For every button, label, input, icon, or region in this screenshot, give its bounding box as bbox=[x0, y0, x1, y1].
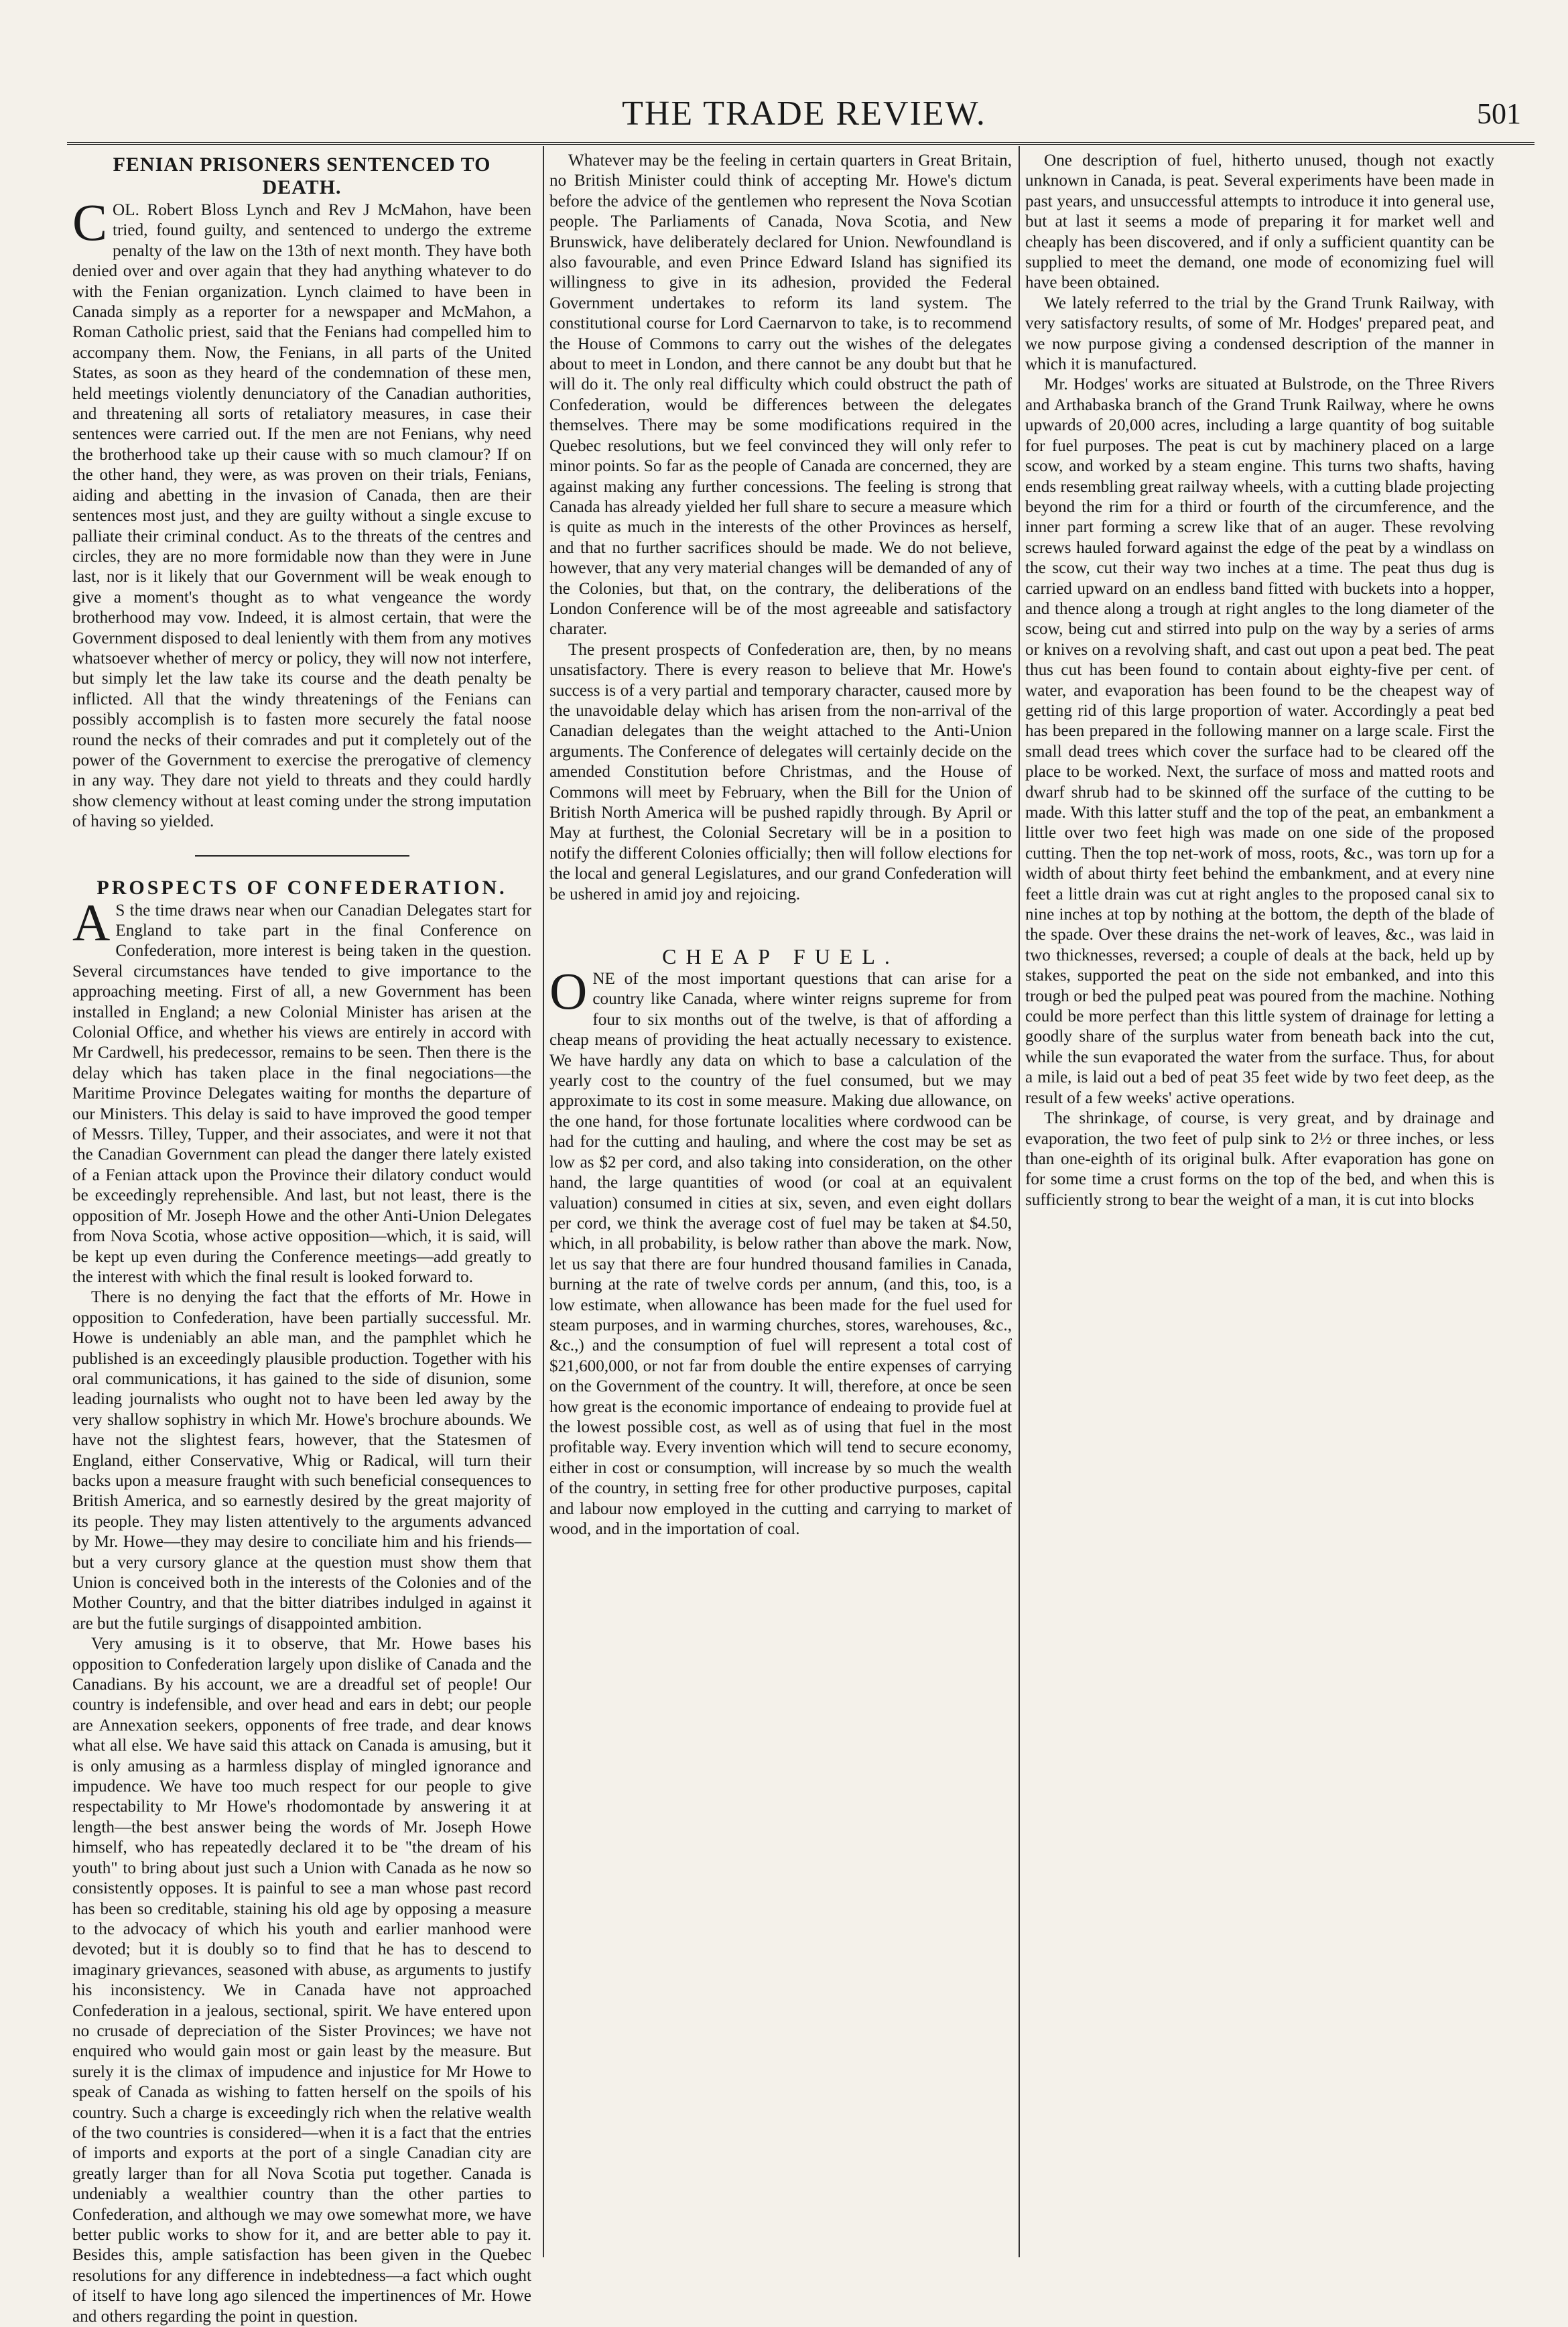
fenian-paragraph: COL. Robert Bloss Lynch and Rev J McMahon, have been tried, found guilty, and sentenced to undergo the extreme penalty of the law on the 13th of next month. They have both denied over and over again that they had anything whatever to do with the Fenian organization. Lynch claimed to have been in Canada simply as a reporter for a newspaper and McMahon, a Roman Catholic priest, said that the Fenians had compelled him to accompany them. Now, the Fenians, in all parts of the United States, as soon as they heard of the condemnation of these men, held meetings violently denunciatory of the Canadian authorities, and threatening all sorts of retaliatory measures, in case their sentences were carried out. If the men are not Fenians, why need the brotherhood take up their cause with so much clamour? If on the other hand, they were, as was proven on their trials, Fenians, aiding and abetting in the invasion of Canada, then are their sentences most just, and they are guilty without a single excuse to palliate their criminal conduct. As to the threats of the centres and circles, they are no more formidable now than they were in June last, nor is it likely that our Government will be weak enough to give a moment's thought as to what vengeance the wordy brotherhood may vow. Indeed, it is almost certain, that were the Government disposed to deal leniently with them from any motives whatsoever whether of mercy or policy, they will now not interfere, but simply let the law take its course and the death penalty be inflicted. All that the windy threatenings of the Fenians can possibly accomplish is to fasten more securely the fatal noose round the necks of their comrades and put it completely out of the power of the Government to exercise the prerogative of clemency in any way. They dare not yield to threats and they could hardly show clemency without at least coming under the strong imputation of having so yielded. bbox=[72, 193, 531, 831]
column-3 bbox=[1025, 151, 1494, 2255]
headline-confederation: PROSPECTS OF CONFEDERATION. bbox=[96, 876, 507, 899]
fuel-paragraph: The shrinkage, of course, is very great, and by drainage and evaporation, the two feet of pulp sink to 2½ or three inches, or less than one-eighth of its original bulk. After evaporation has gone on for some time a crust forms on the top of the bed, and when this is sufficiently strong to bear the weight of a man, it is cut into blocks bbox=[1025, 1109, 1494, 1209]
fuel-paragraph: We lately referred to the trial by the Grand Trunk Railway, with very satisfactory results, of some of Mr. Hodges' prepared peat, and we now purpose giving a condensed description of the manner in which it is manufactured. bbox=[1025, 294, 1494, 374]
headline-fenian: FENIAN PRISONERS SENTENCED TO DEATH. bbox=[113, 153, 491, 198]
fuel-paragraph: Mr. Hodges' works are situated at Bulstrode, on the Three Rivers and Arthabaska branch of the Grand Trunk Railway, where he owns upwards of 20,000 acres, including a large quantity of bog suitable for fuel purposes. The peat is cut by machinery placed on a large scow, and worked by a steam engine. This turns two shafts, having ends resembling great railway wheels, with a cutting blade projecting beyond the rim for a third or fourth of the circumference, and the inner part forming a screw like that of an auger. These revolving screws hauled forward against the edge of the peat by a windlass on the scow, cut their way two inches at a time. The peat thus dug is carried upward on an endless band fitted with buckets into a hopper, and thence along a trough at right angles to the long diameter of the scow, being cut and stirred into pulp on the way by a series of arms or knives on a revolving shaft, and cast out upon a peat bed. The peat thus cut has been found to contain about eighty-five per cent. of water, and evaporation has been found to be the cheapest way of getting rid of this large proportion of water. Accordingly a peat bed has been prepared in the following manner on a large scale. First the small dead trees which cover the surface had to be cleared off the place to be worked. Next, the surface of moss and matted roots and dwarf shrub had to be skinned off the surface of the cutting to be made. With this latter stuff and the top of the peat, an embankment a little over two feet high was made on one side of the proposed cutting. Then the top net-work of moss, roots, &c., was torn up for a width of about thirty feet behind the embankment, and at every nine feet a little drain was cut at right angles to the proposed canal six to nine inches at top by nothing at the bottom, the depth of the blade of the spade. Over these drains the net-work of leaves, &c., was laid in two thicknesses, reversed; a couple of deals at the back, held up by stakes, supported the peat on the side not embanked, and into this trough or bed the pulped peat was poured from the machine. Nothing could be more perfect than this little system of drainage for letting a goodly share of the surplus water from beneath back into the cut, while the sun evaporated the water from the surface. Thus, for about a mile, is laid out a bed of peat 35 feet wide by two feet deep, as the result of a few weeks' active operations. bbox=[1025, 375, 1494, 1107]
page-number: 501 bbox=[1477, 97, 1521, 130]
confederation-paragraph: Very amusing is it to observe, that Mr. Howe bases his opposition to Confederation largely upon dislike of Canada and the Canadians. By his account, we are a dreadful set of people! Our country is indefensible, and over head and ears in debt; our people are Annexation seekers, opponents of free trade, and dear knows what all else. We have said this attack on Canada is amusing, but it is only amusing as a harmless display of mingled ignorance and impudence. We have too much respect for our people to give respectability to Mr Howe's rhodomontade by answering it at length—the best answer being the words of Mr. Joseph Howe himself, who has repeatedly declared it to be "the dream of his youth" to bring about just such a Union with Canada as he now so consistently opposes. It is painful to see a man whose past record has been so creditable, staining his old age by opposing a measure to the advocacy of which his youth and earlier manhood were devoted; but it is doubly so to find that he has to descend to imaginary grievances, seasoned with abuse, as arguments to justify his inconsistency. We in Canada have not approached Confederation in a jealous, sectional, spirit. We have entered upon no crusade of depreciation of the Sister Provinces; we have not enquired who would gain most or gain least by the measure. But surely it is the climax of impudence and injustice for Mr Howe to speak of Canada as wishing to fatten herself on the spoils of his country. Such a charge is exceedingly rich when the relative wealth of the two countries is considered—when it is a fact that the entries of imports and exports at the port of a single Canadian city are greatly larger than for all Nova Scotia put together. Canada is undeniably a wealthier country than the other parties to Confederation, and although we may owe somewhat more, we have better public works to show for it, and are better able to pay it. Besides this, ample satisfaction has been given in the Quebec resolutions for any difference in indebtedness—a fact which ought of itself to have long ago silenced the impertinences of Mr. Howe and others regarding the point in question. bbox=[72, 1635, 531, 2326]
fuel-paragraph: ONE of the most important questions that can arise for a country like Canada, where winter reigns supreme for from four to six months out of the twelve, is that of affording a cheap means of providing the heat actually necessary to existence. We have hardly any data on which to base a calculation of the yearly cost to the country of the fuel consumed, but we may approximate to its cost in some measure. Making due allowance, on the one hand, for those fortunate localities where cordwood can be had for the cutting and hauling, and where the cost may be set as low as $2 per cord, and also taking into consideration, on the other hand, the large quantities of wood (or coal at an equivalent valuation) consumed in cities at six, seven, and even eight dollars per cord, we think the average cost of fuel may be taken at $4.50, which, in all probability, is below rather than above the mark. Now, let us say that there are four hundred thousand families in Canada, burning at the rate of twelve cords per annum, (and this, too, is a low estimate, when allowance has been made for the fuel used for steam purposes, and in warming churches, stores, warehouses, &c., &c.,) and the consumption of fuel will represent a total cost of $21,600,000, or not far from double the entire expenses of carrying on the Government of the country. It will, therefore, at once be seen how great is the economic importance of endeaing to provide fuel at the lowest possible cost, as well as of using that fuel in the most profitable way. Every invention which will tend to secure economy, either in cost or consumption, will increase by so much the wealth of the country, in setting free for other productive purposes, capital and labour now employed in the cutting and carrying to market of wood, and in the importation of coal. bbox=[549, 962, 1012, 1538]
header-rule bbox=[67, 142, 1534, 145]
confederation-paragraph: The present prospects of Confederation are, then, by no means unsatisfactory. There is every reason to believe that Mr. Howe's success is of a very partial and temporary character, caused more by the unavoidable delay which has arisen from the non-arrival of the Canadian delegates than the weight attached to the Anti-Union arguments. The Conference of delegates will certainly decide on the amended Constitution before Christmas, and the House of Commons will meet by February, when the Bill for the Union of British North America will be pushed rapidly through. By April or May at furthest, the Colonial Secretary will be in a position to notify the different Colonies officially; then will follow elections for the local and general Legislatures, and our grand Confederation will be ushered in amid joy and rejoicing. bbox=[549, 640, 1012, 903]
confederation-paragraph: There is no denying the fact that the efforts of Mr. Howe in opposition to Confederation, have been partially successful. Mr. Howe is undeniably an able man, and the pamphlet which he published is an exceedingly plausible production. Together with his oral communications, it has gained to the side of disunion, some leading journalists who ought not to have been led away by the very shallow sophistry in which Mr. Howe's brochure abounds. We have not the slightest fears, however, that the Statesmen of England, either Conservative, Whig or Radical, will turn their backs upon a measure fraught with such beneficial consequences to British America, and so earnestly desired by the great majority of its people. They may listen attentively to the arguments advanced by Mr. Howe—they may desire to conciliate him and his friends—but a very cursory glance at the question must show them that Union is conceived both in the interests of the Colonies and of the Mother Country, and that the bitter diatribes indulged in against it are but the futile surgings of disappointed ambition. bbox=[72, 1288, 531, 1633]
column-1 bbox=[72, 151, 531, 2326]
dropcap: O bbox=[549, 962, 588, 1021]
confederation-paragraph: A S the time draws near when our Canadian Delegates start for England to take part in the final Conference on Confederation, more interest is being taken in the question. Several circumstances have tended to give importance to the approaching meeting. First of all, a new Government has been installed in England; a new Colonial Minister has arisen at the Colonial Office, and whether his views are entirely in accord with Mr Cardwell, his predecessor, remains to be seen. Then there is the delay which has taken place in the final negociations—the Maritime Province Delegates waiting for months the departure of our Ministers. This delay is said to have improved the good temper of Messrs. Tilley, Tupper, and their associates, and were it not that the Canadian Government can plead the danger there lately existed of a Fenian attack upon the Province their dilatory conduct would be exceedingly reprehensible. And last, but not least, there is the opposition of Mr. Joseph Howe and the other Anti-Union Delegates from Nova Scotia, whose active opposition—which, it is said, will be kept up even during the Conference meetings—add greatly to the interest with which the final result is looked forward to. bbox=[72, 893, 531, 1286]
publication-title: THE TRADE REVIEW. bbox=[622, 95, 986, 133]
article-divider bbox=[195, 855, 409, 857]
fuel-paragraph: One description of fuel, hitherto unused, though not exactly unknown in Canada, is peat. Several experiments have been made in past years, and unsuccessful attempts to introduce it into general use, but at last it seems a mode of preparing it for market well and cheaply has been discovered, and if only a sufficient quantity can be supplied to meet the demand, one mode of economizing fuel will have been obtained. bbox=[1025, 151, 1494, 292]
column-rule-1 bbox=[543, 146, 544, 2257]
page-header bbox=[87, 94, 1521, 141]
dropcap: C bbox=[72, 193, 108, 251]
column-rule-2 bbox=[1019, 146, 1020, 2257]
dropcap: A bbox=[72, 893, 111, 952]
headline-cheap-fuel: CHEAP FUEL. bbox=[662, 944, 899, 969]
confederation-paragraph: Whatever may be the feeling in certain quarters in Great Britain, no British Minister could think of accepting Mr. Howe's dictum before the advice of the gentlemen who represent the Nova Scotian people. The Parliaments of Canada, Nova Scotia, and New Brunswick, have deliberately declared for Union. Newfoundland is also favourable, and even Prince Edward Island has signified its willingness to give in its adhesion, provided the Federal Government undertakes to reform its land system. The constitutional course for Lord Caernarvon to take, is to recommend the House of Commons to carry out the wishes of the delegates about to meet in London, and there cannot be any doubt but that he will do it. The only real difficulty which could obstruct the path of Confederation, would be differences between the delegates themselves. There may be some modifications required in the Quebec resolutions, but we feel convinced they will only refer to minor points. So far as the people of Canada are concerned, they are against making any further concessions. The feeling is strong that Canada has already yielded her full share to secure a measure which is quite as much in the interests of the other Provinces as herself, and that no further sacrifices should be made. We do not believe, however, that any very material changes will be demanded of any of the Colonies, but that, on the contrary, the deliberations of the London Conference will be of the most agreeable and satisfactory charater. bbox=[549, 151, 1012, 639]
column-2 bbox=[549, 151, 1012, 2255]
